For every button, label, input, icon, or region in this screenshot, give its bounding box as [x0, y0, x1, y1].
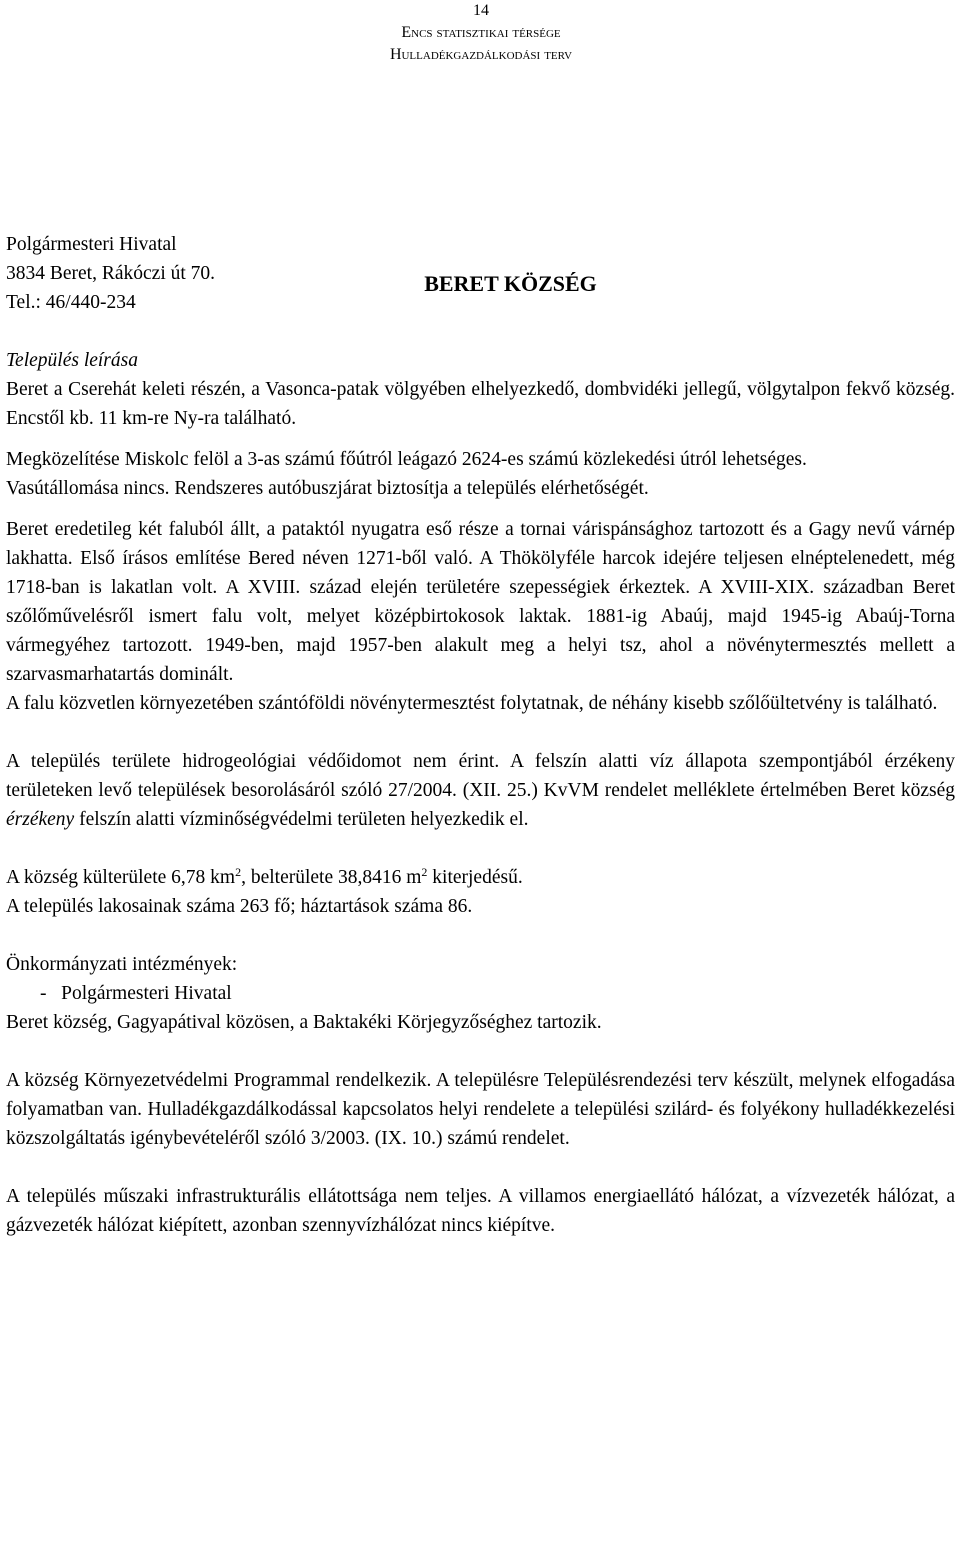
description-paragraph-4: Beret eredetileg két faluból állt, a pataktól nyugatra eső része a tornai várispánsághoz tartozott és a Gagy nevű várnép lakhatta. Első írásos említése Bered néven 1271-ből való. A Thökölyféle harcok idejére teljesen elnéptelenedett, még 1718-ban is lakatlan volt. A XVIII. század elején területére szepességiek érkeztek. A XVIII-XIX. században Beret szőlőművelésről ismert falu volt, melyet középbirtokosok laktak. 1881-ig Abaúj, majd 1945-ig Abaúj-Torna vármegyéhez tartozott. 1949-ben, majd 1957-ben alakult meg a helyi tsz, ahol a növénytermesztés mellett a szarvasmarhatartás dominált.	[6, 519, 955, 685]
description-paragraph-3: Vasútállomása nincs. Rendszeres autóbuszjárat biztosítja a település elérhetőségét.	[6, 478, 649, 499]
header-line-1: Encs statisztikai térsége	[401, 24, 561, 41]
description-paragraph-2: Megközelítése Miskolc felöl a 3-as számú főútról leágazó 2624-es számú közlekedési útról lehetséges.	[6, 449, 807, 470]
document-page	[6, 0, 955, 66]
header-line-2: Hulladékgazdálkodási terv	[389, 46, 573, 63]
area-paragraph	[6, 863, 955, 892]
institutions-note: Beret község, Gagyapátival közösen, a Baktakéki Körjegyzőséghez tartozik.	[6, 1012, 602, 1033]
hydro-text-after: felszín alatti vízminőségvédelmi területen helyezkedik el.	[74, 809, 529, 830]
area-suffix: kiterjedésű.	[427, 867, 523, 888]
page-header	[346, 0, 616, 66]
environment-paragraph: A község Környezetvédelmi Programmal rendelkezik. A településre Településrendezési terv készült, melynek elfogadása folyamatban van. Hulladékgazdálkodással kapcsolatos helyi rendelete a települési szilárd- és folyékony hulladékkezelési közszolgáltatás igénybevételéről szóló 3/2003. (IX. 10.) számú rendelet.	[6, 1070, 955, 1149]
address-street: 3834 Beret, Rákóczi út 70.	[6, 263, 216, 284]
area-sup-1: 2	[235, 865, 242, 879]
hydro-emphasis: érzékeny	[6, 809, 75, 830]
address-office: Polgármesteri Hivatal	[6, 234, 177, 255]
page-number: 14	[473, 2, 489, 19]
institutions-heading: Önkormányzati intézmények:	[6, 954, 238, 975]
area-sup-2: 2	[421, 865, 428, 879]
description-paragraph-5: A falu közvetlen környezetében szántóföldi növénytermesztést folytatnak, de néhány kisebb szőlőültetvény is található.	[6, 693, 938, 714]
address-phone: Tel.: 46/440-234	[6, 292, 136, 313]
description-paragraph-1: Beret a Cserehát keleti részén, a Vasonca-patak völgyében elhelyezkedő, dombvidéki jellegű, völgytalpon fekvő község. Encstől kb. 11 km-re Ny-ra található.	[6, 379, 955, 429]
hydro-paragraph	[6, 747, 955, 834]
infrastructure-paragraph: A település műszaki infrastrukturális ellátottsága nem teljes. A villamos energiaellátó hálózat, a vízvezeték hálózat, a gázvezeték hálózat kiépített, azonban szennyvízhálózat nincs kiépítve.	[6, 1186, 955, 1236]
area-prefix: A község külterülete 6,78 km	[6, 867, 236, 888]
description-heading: Település leírása	[6, 350, 138, 371]
population-line: A település lakosainak száma 263 fő; háztartások száma 86.	[6, 896, 473, 917]
document-body	[6, 230, 955, 1240]
institutions-item-1: - Polgármesteri Hivatal	[40, 983, 232, 1004]
document-title: BERET KÖZSÉG	[424, 271, 597, 296]
area-middle: , belterülete 38,8416 m	[241, 867, 422, 888]
hydro-text-before: A település területe hidrogeológiai védőidomot nem érint. A felszín alatti víz állapota szempontjából érzékeny területeken levő települések besorolásáról szóló 27/2004. (XII. 25.) KvVM rendelet melléklete értelmében Beret község	[6, 751, 955, 801]
